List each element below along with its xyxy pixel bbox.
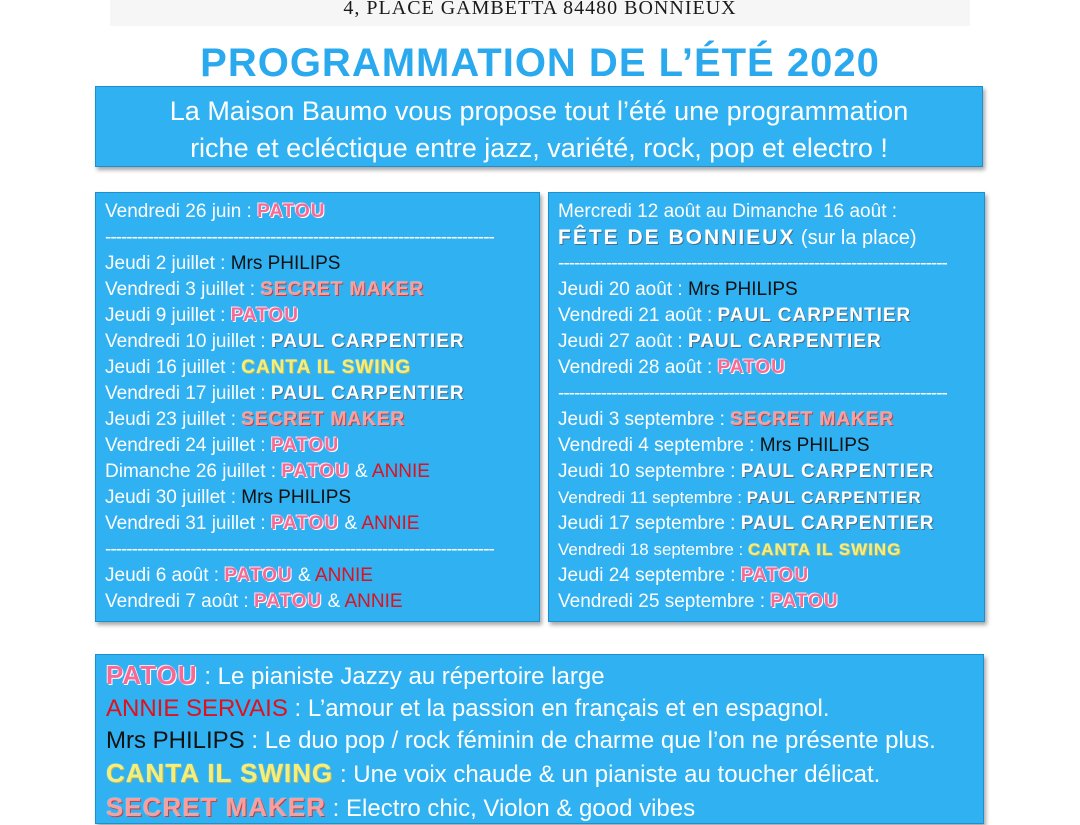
entry-date: Vendredi 25 septembre :	[558, 591, 771, 612]
entry-date: Jeudi 27 août :	[558, 331, 688, 352]
schedule-entry	[105, 407, 531, 433]
schedule-entry	[558, 199, 976, 225]
schedule-entry	[558, 563, 976, 589]
entry-date: Vendredi 10 juillet :	[105, 331, 271, 352]
intro-line-2: riche et ecléctique entre jazz, variété, rock, pop et electro !	[190, 133, 888, 163]
artist-name: PATOU	[253, 591, 323, 612]
schedule-entry	[558, 537, 976, 563]
entry-date: Jeudi 6 août :	[105, 565, 225, 586]
ampersand: &	[292, 565, 315, 586]
schedule-entry	[558, 225, 976, 251]
entry-date: Jeudi 23 juillet :	[105, 409, 242, 430]
artist-name: PATOU	[740, 565, 810, 586]
artist-name: PAUL CARPENTIER	[740, 461, 935, 482]
entry-date: Jeudi 2 juillet :	[105, 253, 231, 274]
artist-name: PAUL CARPENTIER	[687, 331, 882, 352]
artist-name: PAUL CARPENTIER	[746, 488, 922, 507]
entry-date: Vendredi 3 juillet :	[105, 279, 261, 300]
entry-date: Jeudi 16 juillet :	[105, 357, 242, 378]
separator-line: -------------------------------------------------------------------------	[558, 383, 947, 404]
entry-date: Mercredi 12 août au Dimanche 16 août :	[558, 201, 898, 222]
schedule-entry	[105, 433, 531, 459]
artist-name: PATOU	[270, 435, 340, 456]
event-name: FÊTE DE BONNIEUX	[558, 226, 796, 249]
schedule-entry	[558, 355, 976, 381]
schedule-entry	[558, 303, 976, 329]
entry-date: Jeudi 30 juillet :	[105, 487, 242, 508]
intro-box	[95, 86, 983, 167]
entry-date: Vendredi 4 septembre :	[558, 435, 760, 456]
schedule-entry	[105, 355, 531, 381]
entry-date: Vendredi 28 août :	[558, 357, 718, 378]
artist-name: PATOU	[257, 201, 326, 222]
artist-name: PATOU	[717, 357, 786, 378]
entry-date: Vendredi 21 août :	[558, 305, 718, 326]
schedule-entry	[105, 589, 531, 615]
entry-date: Jeudi 9 juillet :	[105, 305, 231, 326]
artist-description: : Une voix chaude & un pianiste au toucher délicat.	[333, 761, 881, 788]
artist-name: PATOU	[270, 513, 340, 534]
header-address-bar	[110, 0, 970, 26]
artist-name: SECRET MAKER	[106, 792, 327, 822]
schedule-entry	[558, 277, 976, 303]
entry-date: Vendredi 11 septembre :	[558, 488, 747, 507]
entry-date: Jeudi 17 septembre :	[558, 513, 741, 534]
schedule-august-september	[548, 192, 985, 622]
artist-name: PAUL CARPENTIER	[717, 305, 912, 326]
artist-description: : Le pianiste Jazzy au répertoire large	[197, 663, 605, 690]
schedule-entry	[105, 381, 531, 407]
schedule-entry	[558, 589, 976, 615]
artist-name: ANNIE	[371, 461, 430, 482]
artist-name: ANNIE	[314, 565, 373, 586]
artist-name: PATOU	[281, 461, 350, 482]
schedule-entry	[558, 511, 976, 537]
entry-date: Vendredi 17 juillet :	[105, 383, 271, 404]
artist-name: Mrs PHILIPS	[687, 279, 798, 300]
schedule-entry	[558, 459, 976, 485]
legend-entry	[106, 791, 973, 825]
schedule-entry	[558, 485, 976, 511]
artist-name: Mrs PHILIPS	[106, 727, 245, 754]
schedule-entry	[105, 199, 531, 225]
venue-address: 4, PLACE GAMBETTA 84480 BONNIEUX	[343, 0, 737, 19]
artist-name: Mrs PHILIPS	[759, 435, 870, 456]
ampersand: &	[322, 591, 345, 612]
artist-name: SECRET MAKER	[730, 409, 895, 430]
ampersand: &	[339, 513, 362, 534]
intro-line-1: La Maison Baumo vous propose tout l’été une programmation	[169, 96, 909, 126]
schedule-entry	[105, 563, 531, 589]
legend-entry	[106, 757, 973, 791]
artist-name: PATOU	[106, 660, 198, 690]
artist-description: : L’amour et la passion en français et en espagnol.	[287, 695, 830, 722]
artist-name: ANNIE	[344, 591, 403, 612]
schedule-entry	[105, 459, 531, 485]
artist-name: PAUL CARPENTIER	[270, 331, 465, 352]
artist-name: CANTA IL SWING	[106, 758, 334, 788]
schedule-entry	[105, 511, 531, 537]
legend-entry	[106, 659, 973, 693]
artist-name: Mrs PHILIPS	[230, 253, 341, 274]
separator-line: -------------------------------------------------------------------------	[105, 227, 494, 248]
separator-line: -------------------------------------------------------------------------	[105, 539, 494, 560]
artists-legend	[95, 654, 984, 824]
artist-name: ANNIE SERVAIS	[106, 695, 288, 722]
page-title: PROGRAMMATION DE L’ÉTÉ 2020	[200, 41, 880, 85]
entry-date: Vendredi 31 juillet :	[105, 513, 271, 534]
schedule-july-august	[95, 192, 540, 622]
artist-name: PATOU	[770, 591, 839, 612]
entry-date: Vendredi 18 septembre :	[558, 540, 748, 559]
schedule-entry	[105, 251, 531, 277]
legend-entry	[106, 725, 973, 757]
schedule-entry	[105, 303, 531, 329]
artist-name: SECRET MAKER	[260, 279, 425, 300]
ampersand: &	[349, 461, 372, 482]
artist-name: PAUL CARPENTIER	[270, 383, 465, 404]
artist-name: PATOU	[224, 565, 293, 586]
entry-date: Jeudi 10 septembre :	[558, 461, 741, 482]
artist-name: SECRET MAKER	[241, 409, 406, 430]
entry-date: Jeudi 24 septembre :	[558, 565, 741, 586]
artist-description: : Electro chic, Violon & good vibes	[326, 795, 696, 822]
entry-date: Jeudi 20 août :	[558, 279, 688, 300]
separator-line: -------------------------------------------------------------------------	[558, 253, 947, 274]
artist-description: : Le duo pop / rock féminin de charme que l’on ne présente plus.	[244, 727, 936, 754]
entry-date: Jeudi 3 septembre :	[558, 409, 731, 430]
entry-date: Vendredi 7 août :	[105, 591, 254, 612]
artist-name: Mrs PHILIPS	[241, 487, 352, 508]
event-location: (sur la place)	[795, 227, 917, 249]
schedule-entry	[558, 433, 976, 459]
schedule-entry	[558, 407, 976, 433]
artist-name: PAUL CARPENTIER	[740, 513, 935, 534]
schedule-entry	[558, 329, 976, 355]
entry-date: Vendredi 26 juin :	[105, 201, 258, 222]
schedule-entry	[105, 329, 531, 355]
schedule-entry	[105, 485, 531, 511]
entry-date: Vendredi 24 juillet :	[105, 435, 271, 456]
artist-name: CANTA IL SWING	[241, 357, 412, 378]
artist-name: ANNIE	[361, 513, 420, 534]
schedule-entry	[105, 277, 531, 303]
artist-name: PATOU	[230, 305, 300, 326]
artist-name: CANTA IL SWING	[747, 540, 902, 559]
legend-entry	[106, 693, 973, 725]
entry-date: Dimanche 26 juillet :	[105, 461, 282, 482]
